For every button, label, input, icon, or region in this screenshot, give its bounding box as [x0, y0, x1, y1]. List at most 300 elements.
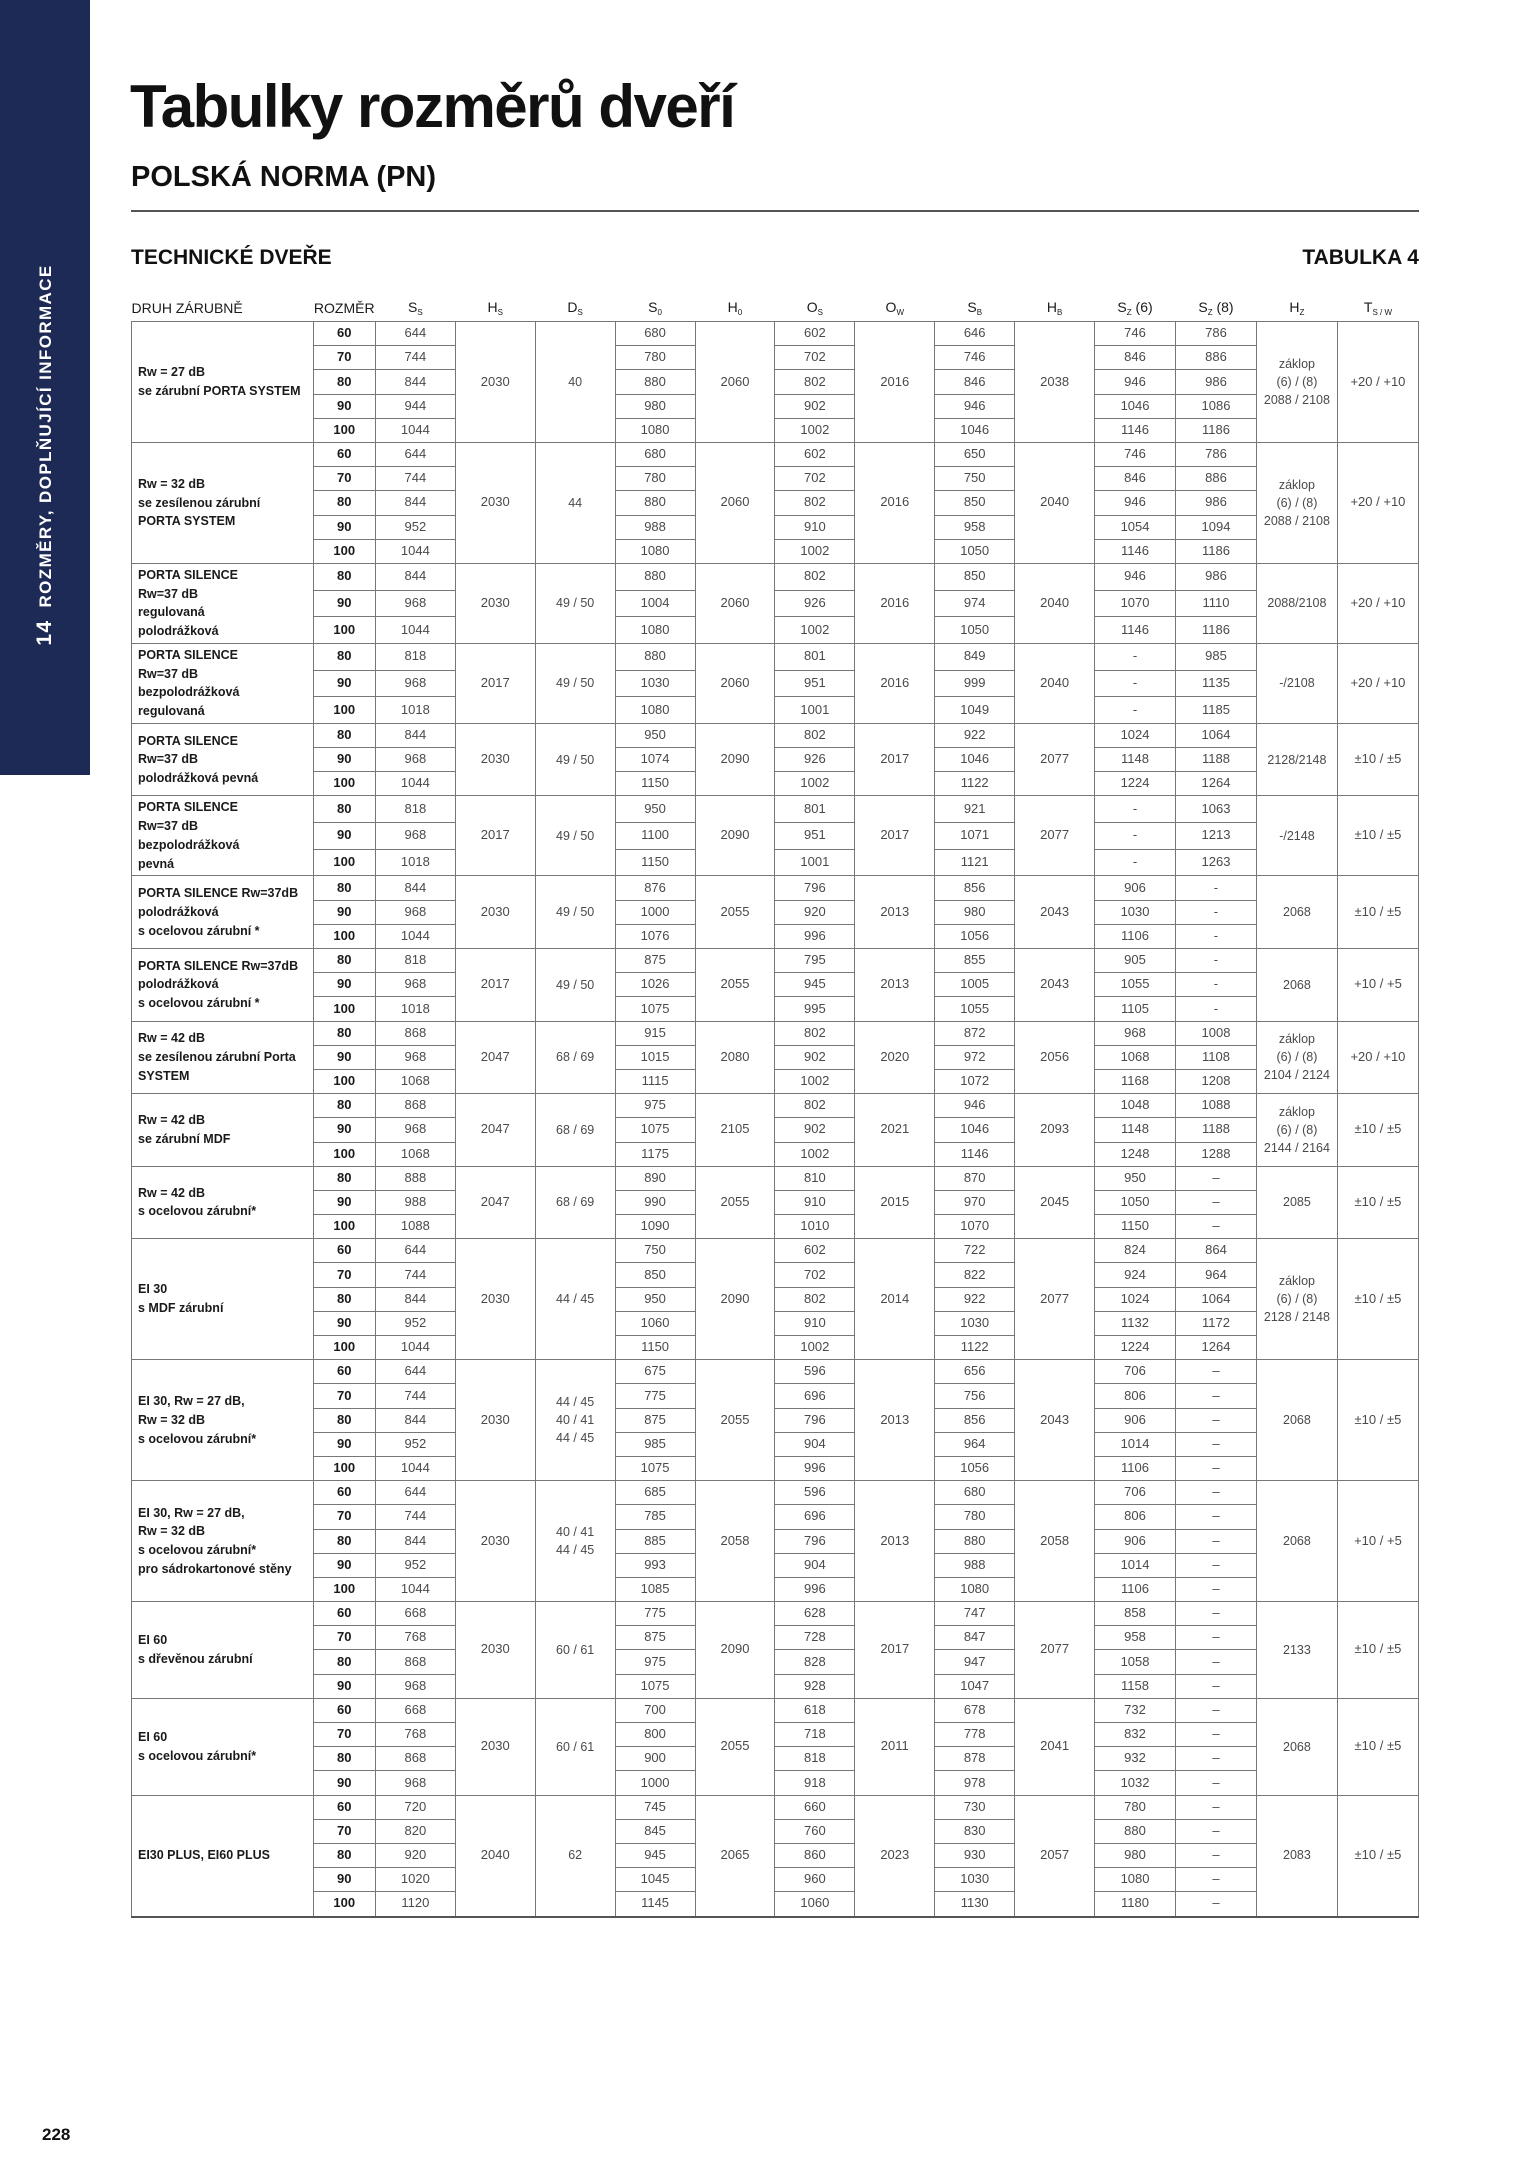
- s0-cell: 1175: [615, 1142, 695, 1166]
- s0-cell: 1060: [615, 1311, 695, 1335]
- s0-cell: 1075: [615, 1674, 695, 1698]
- sz6-cell: -: [1095, 697, 1176, 724]
- sb-cell: 856: [935, 1408, 1015, 1432]
- table-row: [132, 442, 1419, 466]
- table-row: [132, 1553, 1419, 1577]
- tsw-cell: +10 / +5: [1337, 949, 1418, 1022]
- hz-line: 2133: [1283, 1642, 1311, 1657]
- os-cell: 802: [775, 1021, 855, 1045]
- s0-cell: 880: [615, 563, 695, 590]
- os-cell: 995: [775, 997, 855, 1021]
- sz6-cell: 906: [1095, 1529, 1176, 1553]
- hb-cell: 2077: [1015, 1602, 1095, 1699]
- table-row: [132, 924, 1419, 948]
- sz6-cell: -: [1095, 670, 1176, 697]
- ds-line: 49 / 50: [556, 676, 595, 691]
- sz6-cell: 980: [1095, 1843, 1176, 1867]
- sz6-cell: 1180: [1095, 1892, 1176, 1917]
- ss-cell: 952: [375, 515, 455, 539]
- size-cell: 80: [313, 796, 375, 823]
- size-cell: 70: [313, 1723, 375, 1747]
- sz8-cell: –: [1176, 1747, 1257, 1771]
- chapter-number: 14: [33, 619, 56, 646]
- table-row: [132, 1432, 1419, 1456]
- size-cell: 100: [313, 1456, 375, 1480]
- os-cell: 702: [775, 1263, 855, 1287]
- h0-cell: 2065: [695, 1795, 775, 1916]
- hs-cell: 2030: [455, 442, 535, 563]
- door-type-line: se zárubní PORTA SYSTEM: [138, 383, 301, 398]
- size-cell: 60: [313, 1481, 375, 1505]
- s0-cell: 945: [615, 1843, 695, 1867]
- ss-cell: 844: [375, 370, 455, 394]
- column-header: [1095, 294, 1176, 322]
- table-row: [132, 1602, 1419, 1626]
- ds-cell: [535, 723, 615, 796]
- os-cell: 801: [775, 643, 855, 670]
- hb-cell: 2077: [1015, 796, 1095, 876]
- door-type-cell: [132, 1021, 314, 1094]
- ss-cell: 844: [375, 491, 455, 515]
- h0-cell: 2090: [695, 723, 775, 796]
- column-header-subscript: S / W: [1372, 307, 1393, 317]
- door-type-cell: [132, 563, 314, 643]
- sz8-cell: –: [1176, 1505, 1257, 1529]
- os-cell: 802: [775, 723, 855, 747]
- column-header-subscript: Z: [1207, 307, 1213, 317]
- sz6-cell: 1068: [1095, 1045, 1176, 1069]
- sb-cell: 1046: [935, 748, 1015, 772]
- size-cell: 70: [313, 1263, 375, 1287]
- column-header-label: S: [648, 298, 658, 315]
- s0-cell: 1075: [615, 997, 695, 1021]
- door-type-line: PORTA SILENCE: [138, 800, 239, 815]
- column-header-subscript: Z: [1126, 307, 1132, 317]
- os-cell: 904: [775, 1432, 855, 1456]
- ss-cell: 952: [375, 1311, 455, 1335]
- column-header-subscript: 0: [657, 307, 662, 317]
- ss-cell: 968: [375, 1771, 455, 1795]
- table-row: [132, 697, 1419, 724]
- s0-cell: 1075: [615, 1456, 695, 1480]
- table-row: [132, 1190, 1419, 1214]
- s0-cell: 1045: [615, 1868, 695, 1892]
- page-number: 228: [42, 2125, 71, 2144]
- tsw-cell: ±10 / ±5: [1337, 1795, 1418, 1916]
- column-header: [313, 294, 375, 322]
- sz8-cell: 1086: [1176, 394, 1257, 418]
- hz-line: 2085: [1283, 1195, 1311, 1210]
- sz6-cell: 946: [1095, 370, 1176, 394]
- size-cell: 100: [313, 849, 375, 876]
- sb-cell: 730: [935, 1795, 1015, 1819]
- size-cell: 80: [313, 491, 375, 515]
- column-header-label: H: [727, 298, 738, 315]
- s0-cell: 1150: [615, 772, 695, 796]
- sz8-cell: 986: [1176, 491, 1257, 515]
- sb-cell: 1050: [935, 539, 1015, 563]
- size-cell: 90: [313, 900, 375, 924]
- sz6-cell: -: [1095, 849, 1176, 876]
- door-type-line: s ocelovou zárubní*: [138, 1431, 257, 1446]
- table-row: [132, 1287, 1419, 1311]
- h0-cell: 2105: [695, 1094, 775, 1167]
- size-cell: 60: [313, 1795, 375, 1819]
- sb-cell: 1047: [935, 1674, 1015, 1698]
- size-cell: 70: [313, 1626, 375, 1650]
- ds-line: 49 / 50: [556, 977, 595, 992]
- h0-cell: 2080: [695, 1021, 775, 1094]
- table-row: [132, 1118, 1419, 1142]
- ss-cell: 644: [375, 1239, 455, 1263]
- table-row: [132, 1215, 1419, 1239]
- hz-line: 2088 / 2108: [1263, 393, 1330, 408]
- hz-line: 2068: [1283, 977, 1311, 992]
- sz8-cell: 1186: [1176, 418, 1257, 442]
- column-header-subscript: W: [896, 307, 904, 317]
- os-cell: 818: [775, 1747, 855, 1771]
- os-cell: 926: [775, 590, 855, 617]
- s0-cell: 950: [615, 1287, 695, 1311]
- ss-cell: 644: [375, 322, 455, 346]
- table-row: [132, 900, 1419, 924]
- sz8-cell: 864: [1176, 1239, 1257, 1263]
- tsw-cell: ±10 / ±5: [1337, 1094, 1418, 1167]
- hz-cell: [1256, 563, 1337, 643]
- size-cell: 100: [313, 1577, 375, 1601]
- hz-line: 2128 / 2148: [1263, 1310, 1330, 1325]
- door-type-line: EI 30, Rw = 27 dB,: [138, 1394, 245, 1409]
- sz8-cell: 1064: [1176, 1287, 1257, 1311]
- size-cell: 90: [313, 590, 375, 617]
- hz-line: (6) / (8): [1276, 1292, 1318, 1307]
- table-row: [132, 491, 1419, 515]
- column-header-subscript: B: [1056, 307, 1063, 317]
- sz8-cell: 1008: [1176, 1021, 1257, 1045]
- sz6-cell: 1030: [1095, 900, 1176, 924]
- door-type-line: PORTA SILENCE Rw=37dB: [138, 886, 299, 901]
- tsw-cell: +20 / +10: [1337, 563, 1418, 643]
- ss-cell: 1018: [375, 997, 455, 1021]
- hz-cell: [1256, 1481, 1337, 1602]
- sz8-cell: 1088: [1176, 1094, 1257, 1118]
- ss-cell: 968: [375, 1674, 455, 1698]
- s0-cell: 950: [615, 796, 695, 823]
- os-cell: 796: [775, 1408, 855, 1432]
- os-cell: 1002: [775, 1069, 855, 1093]
- sz8-cell: 1213: [1176, 823, 1257, 850]
- sz8-cell: –: [1176, 1577, 1257, 1601]
- os-cell: 802: [775, 563, 855, 590]
- door-type-cell: [132, 1795, 314, 1916]
- sz6-cell: 824: [1095, 1239, 1176, 1263]
- door-type-cell: [132, 1698, 314, 1795]
- ss-cell: 744: [375, 467, 455, 491]
- door-type-line: se zárubní MDF: [138, 1131, 231, 1146]
- door-type-line: PORTA SILENCE Rw=37dB: [138, 958, 299, 973]
- s0-cell: 1150: [615, 1336, 695, 1360]
- table-row: [132, 539, 1419, 563]
- table-row: [132, 563, 1419, 590]
- sz6-cell: 846: [1095, 467, 1176, 491]
- sz8-cell: 1135: [1176, 670, 1257, 697]
- size-cell: 100: [313, 539, 375, 563]
- column-header-label: H: [487, 298, 498, 315]
- tsw-cell: +20 / +10: [1337, 322, 1418, 443]
- sz6-cell: 746: [1095, 322, 1176, 346]
- hs-cell: 2040: [455, 1795, 535, 1916]
- os-cell: 951: [775, 823, 855, 850]
- s0-cell: 780: [615, 346, 695, 370]
- sb-cell: 746: [935, 346, 1015, 370]
- size-cell: 60: [313, 442, 375, 466]
- ss-cell: 1120: [375, 1892, 455, 1917]
- ow-cell: 2016: [855, 322, 935, 443]
- table-row: [132, 670, 1419, 697]
- column-header: [935, 294, 1015, 322]
- table-row: [132, 1142, 1419, 1166]
- h0-cell: 2055: [695, 876, 775, 949]
- ds-cell: [535, 1239, 615, 1360]
- page-title: Tabulky rozměrů dveří: [130, 73, 735, 140]
- table-row: [132, 643, 1419, 670]
- s0-cell: 875: [615, 1408, 695, 1432]
- sb-cell: 999: [935, 670, 1015, 697]
- door-type-line: polodrážková: [138, 977, 219, 992]
- ds-cell: [535, 1021, 615, 1094]
- hz-line: 2128/2148: [1267, 752, 1327, 767]
- sz8-cell: –: [1176, 1190, 1257, 1214]
- hb-cell: 2040: [1015, 643, 1095, 723]
- door-type-line: Rw=37 dB: [138, 586, 199, 601]
- tsw-cell: ±10 / ±5: [1337, 723, 1418, 796]
- table-row: [132, 1626, 1419, 1650]
- hb-cell: 2077: [1015, 1239, 1095, 1360]
- column-header-label: S: [1117, 298, 1127, 315]
- os-cell: 718: [775, 1723, 855, 1747]
- os-cell: 926: [775, 748, 855, 772]
- os-cell: 810: [775, 1166, 855, 1190]
- table-row: [132, 723, 1419, 747]
- size-cell: 60: [313, 1698, 375, 1722]
- ow-cell: 2016: [855, 563, 935, 643]
- table-row: [132, 1069, 1419, 1093]
- hz-cell: [1256, 1094, 1337, 1167]
- sz8-cell: –: [1176, 1602, 1257, 1626]
- ss-cell: 1068: [375, 1069, 455, 1093]
- sz6-cell: 858: [1095, 1602, 1176, 1626]
- column-header: [775, 294, 855, 322]
- ds-line: 40 / 41: [556, 1524, 595, 1539]
- door-type-line: Rw = 42 dB: [138, 1113, 206, 1128]
- sb-cell: 1122: [935, 1336, 1015, 1360]
- s0-cell: 988: [615, 515, 695, 539]
- ss-cell: 644: [375, 1360, 455, 1384]
- sb-cell: 988: [935, 1553, 1015, 1577]
- column-header: [1256, 294, 1337, 322]
- header-divider: [131, 210, 1419, 212]
- ss-cell: 744: [375, 1263, 455, 1287]
- s0-cell: 1074: [615, 748, 695, 772]
- sz6-cell: -: [1095, 796, 1176, 823]
- s0-cell: 1000: [615, 1771, 695, 1795]
- door-type-line: polodrážková: [138, 904, 219, 919]
- s0-cell: 875: [615, 949, 695, 973]
- column-header-subscript: Z: [1299, 307, 1305, 317]
- os-cell: 618: [775, 1698, 855, 1722]
- column-header: [535, 294, 615, 322]
- sb-cell: 850: [935, 563, 1015, 590]
- os-cell: 902: [775, 394, 855, 418]
- size-cell: 80: [313, 876, 375, 900]
- sz8-cell: 964: [1176, 1263, 1257, 1287]
- ds-line: 49 / 50: [556, 752, 595, 767]
- s0-cell: 1080: [615, 539, 695, 563]
- door-type-line: regulovaná: [138, 704, 205, 719]
- table-row: [132, 1529, 1419, 1553]
- ds-line: 44 / 45: [556, 1292, 595, 1307]
- s0-cell: 1015: [615, 1045, 695, 1069]
- hz-line: 2088 / 2108: [1263, 513, 1330, 528]
- size-cell: 90: [313, 1553, 375, 1577]
- sb-cell: 964: [935, 1432, 1015, 1456]
- size-cell: 90: [313, 823, 375, 850]
- sz6-cell: 958: [1095, 1626, 1176, 1650]
- hz-cell: [1256, 1166, 1337, 1239]
- size-cell: 70: [313, 346, 375, 370]
- hz-line: 2068: [1283, 1534, 1311, 1549]
- chapter-title: ROZMĚRY, DOPLŇUJÍCÍ INFORMACE: [36, 264, 55, 608]
- ss-cell: 1018: [375, 697, 455, 724]
- size-cell: 80: [313, 643, 375, 670]
- os-cell: 928: [775, 1674, 855, 1698]
- sb-cell: 870: [935, 1166, 1015, 1190]
- table-row: [132, 1771, 1419, 1795]
- size-cell: 80: [313, 949, 375, 973]
- ow-cell: 2017: [855, 796, 935, 876]
- hb-cell: 2038: [1015, 322, 1095, 443]
- s0-cell: 975: [615, 1094, 695, 1118]
- table-row: [132, 590, 1419, 617]
- ds-cell: [535, 796, 615, 876]
- sz6-cell: 1146: [1095, 617, 1176, 644]
- sb-cell: 1056: [935, 1456, 1015, 1480]
- s0-cell: 950: [615, 723, 695, 747]
- sb-cell: 1130: [935, 1892, 1015, 1917]
- door-dimensions-table: [131, 294, 1419, 1918]
- s0-cell: 1080: [615, 697, 695, 724]
- sb-cell: 1055: [935, 997, 1015, 1021]
- sz8-cell: 1063: [1176, 796, 1257, 823]
- column-header: [1176, 294, 1257, 322]
- ds-line: 44 / 45: [556, 1543, 595, 1558]
- ds-cell: [535, 949, 615, 1022]
- sb-cell: 846: [935, 370, 1015, 394]
- sz8-cell: 1288: [1176, 1142, 1257, 1166]
- hz-line: záklop: [1278, 356, 1315, 371]
- size-cell: 90: [313, 1190, 375, 1214]
- s0-cell: 1080: [615, 617, 695, 644]
- door-type-cell: [132, 1481, 314, 1602]
- os-cell: 1002: [775, 617, 855, 644]
- ds-line: 68 / 69: [556, 1122, 595, 1137]
- column-header: [615, 294, 695, 322]
- sz8-cell: 1264: [1176, 1336, 1257, 1360]
- door-type-line: s dřevěnou zárubní: [138, 1651, 253, 1666]
- tsw-cell: ±10 / ±5: [1337, 1239, 1418, 1360]
- size-cell: 90: [313, 973, 375, 997]
- column-header-subscript: S: [497, 307, 503, 317]
- size-cell: 90: [313, 1674, 375, 1698]
- size-cell: 80: [313, 1529, 375, 1553]
- hz-cell: [1256, 322, 1337, 443]
- ss-cell: 988: [375, 1190, 455, 1214]
- table-row: [132, 1892, 1419, 1917]
- ss-cell: 844: [375, 1408, 455, 1432]
- ds-cell: [535, 1698, 615, 1795]
- column-header-subscript: S: [417, 307, 423, 317]
- column-header: [455, 294, 535, 322]
- ow-cell: 2016: [855, 442, 935, 563]
- size-cell: 100: [313, 772, 375, 796]
- table-row: [132, 1723, 1419, 1747]
- hz-line: 2088/2108: [1267, 596, 1327, 611]
- table-row: [132, 1311, 1419, 1335]
- table-row: [132, 949, 1419, 973]
- ds-cell: [535, 876, 615, 949]
- ow-cell: 2013: [855, 876, 935, 949]
- hz-cell: [1256, 876, 1337, 949]
- ss-cell: 820: [375, 1819, 455, 1843]
- door-type-cell: [132, 949, 314, 1022]
- sz8-cell: 1263: [1176, 849, 1257, 876]
- sb-cell: 1046: [935, 1118, 1015, 1142]
- hb-cell: 2040: [1015, 563, 1095, 643]
- ds-cell: [535, 442, 615, 563]
- os-cell: 1002: [775, 418, 855, 442]
- sb-cell: 747: [935, 1602, 1015, 1626]
- s0-cell: 880: [615, 643, 695, 670]
- table-row: [132, 796, 1419, 823]
- hs-cell: 2047: [455, 1021, 535, 1094]
- ss-cell: 1068: [375, 1142, 455, 1166]
- door-type-line: EI 30: [138, 1282, 168, 1297]
- h0-cell: 2090: [695, 796, 775, 876]
- page-subtitle: POLSKÁ NORMA (PN): [131, 161, 437, 193]
- sz6-cell: 1168: [1095, 1069, 1176, 1093]
- sz8-cell: –: [1176, 1674, 1257, 1698]
- sz8-cell: –: [1176, 1408, 1257, 1432]
- sz6-cell: 1014: [1095, 1553, 1176, 1577]
- table-row: [132, 370, 1419, 394]
- ss-cell: 668: [375, 1698, 455, 1722]
- sb-cell: 680: [935, 1481, 1015, 1505]
- size-cell: 90: [313, 394, 375, 418]
- h0-cell: 2055: [695, 949, 775, 1022]
- size-cell: 70: [313, 1819, 375, 1843]
- ss-cell: 1044: [375, 1577, 455, 1601]
- sz6-cell: 806: [1095, 1384, 1176, 1408]
- size-cell: 60: [313, 1602, 375, 1626]
- s0-cell: 880: [615, 491, 695, 515]
- os-cell: 760: [775, 1819, 855, 1843]
- hz-cell: [1256, 723, 1337, 796]
- ss-cell: 1044: [375, 539, 455, 563]
- sz6-cell: 1024: [1095, 723, 1176, 747]
- hz-line: záklop: [1278, 1274, 1315, 1289]
- table-row: [132, 1045, 1419, 1069]
- os-cell: 596: [775, 1481, 855, 1505]
